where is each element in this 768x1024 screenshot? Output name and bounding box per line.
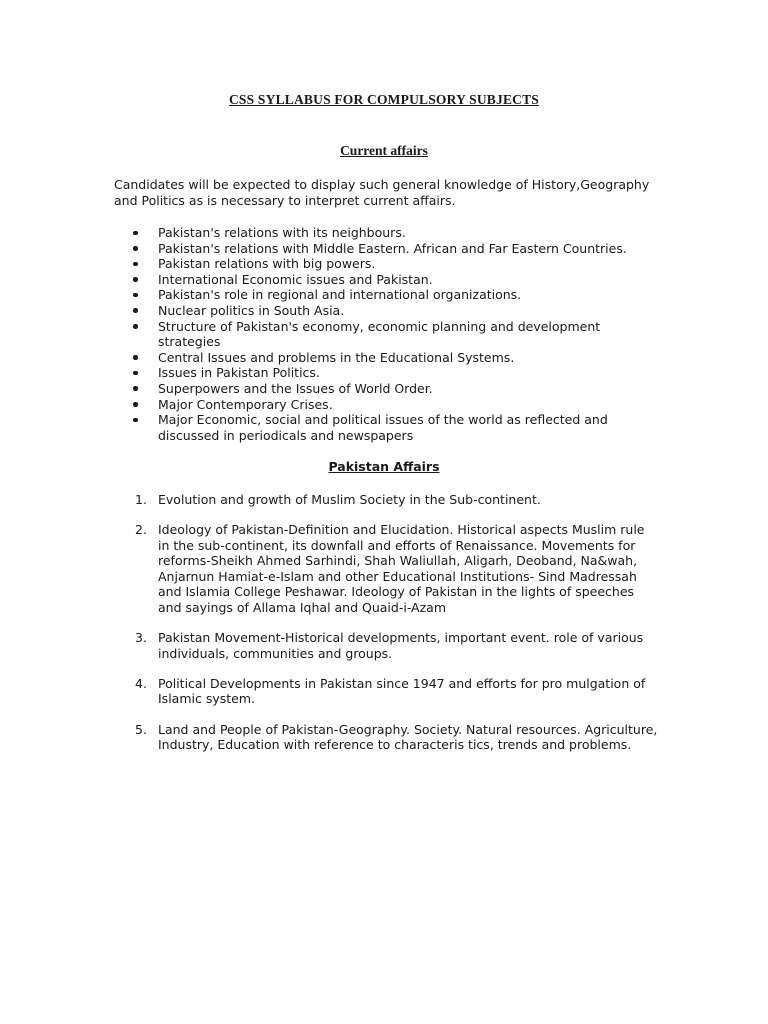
current-affairs-list: [158, 225, 648, 443]
list-item: Structure of Pakistan's economy, economic planning and development strategies: [158, 319, 648, 350]
item-number: 3.: [135, 630, 147, 646]
current-affairs-intro: Candidates will be expected to display such general knowledge of History,Geography and Politics as is necessary to interpret current affairs.: [114, 177, 650, 208]
current-affairs-heading: Current affairs: [340, 143, 428, 158]
item-number: 4.: [135, 675, 147, 691]
list-item: Major Contemporary Crises.: [158, 397, 648, 413]
list-item: Pakistan relations with big powers.: [158, 256, 648, 272]
list-item: Pakistan's relations with its neighbours.: [158, 225, 648, 241]
item-number: 5.: [135, 721, 147, 737]
list-item: Pakistan's relations with Middle Eastern. African and Far Eastern Countries.: [158, 241, 648, 257]
item-text: Pakistan Movement-Historical developments, important event. role of various individuals, communities and groups.: [158, 630, 644, 661]
document-title: CSS SYLLABUS FOR COMPULSORY SUBJECTS: [228, 92, 540, 107]
list-item: [135, 630, 658, 661]
list-item: [135, 721, 658, 753]
item-text: Political Developments in Pakistan since 1947 and efforts for pro mulgation of Islamic system.: [158, 675, 646, 707]
list-item: Pakistan's role in regional and international organizations.: [158, 287, 648, 303]
list-item: Nuclear politics in South Asia.: [158, 303, 648, 319]
list-item: Superpowers and the Issues of World Order.: [158, 381, 648, 397]
list-item: [135, 675, 658, 707]
item-text: Land and People of Pakistan-Geography. Society. Natural resources. Agriculture, Industry, Education with reference to characteris tics, trends and problems.: [158, 721, 658, 753]
list-item: Major Economic, social and political issues of the world as reflected and discussed in periodicals and newspapers: [158, 412, 648, 443]
item-number: 2.: [135, 522, 147, 538]
list-item: [135, 492, 658, 508]
item-text: Evolution and growth of Muslim Society in the Sub-continent.: [158, 492, 541, 507]
list-item: Central Issues and problems in the Educational Systems.: [158, 350, 648, 366]
list-item: International Economic issues and Pakistan.: [158, 272, 648, 288]
list-item: Issues in Pakistan Politics.: [158, 365, 648, 381]
list-item: [135, 522, 658, 616]
item-number: 1.: [135, 492, 147, 507]
pakistan-affairs-heading: Pakistan Affairs: [328, 459, 440, 474]
pakistan-affairs-list: [135, 492, 658, 767]
item-text: Ideology of Pakistan-Definition and Elucidation. Historical aspects Muslim rule in the sub-continent, its downfall and efforts of Renaissance. Movements for reforms-Sheikh Ahmed Sarhindi, Shah Waliullah, Aligarh, Deoband, Na&wah, Anjarnun Hamiat-e-Islam and other Educational Institutions- Sind Madressah and Islamia College Peshawar. Ideology of Pakistan in the lights of speeches and sayings of Allama Iqhal and Quaid-i-Azam: [158, 522, 645, 616]
